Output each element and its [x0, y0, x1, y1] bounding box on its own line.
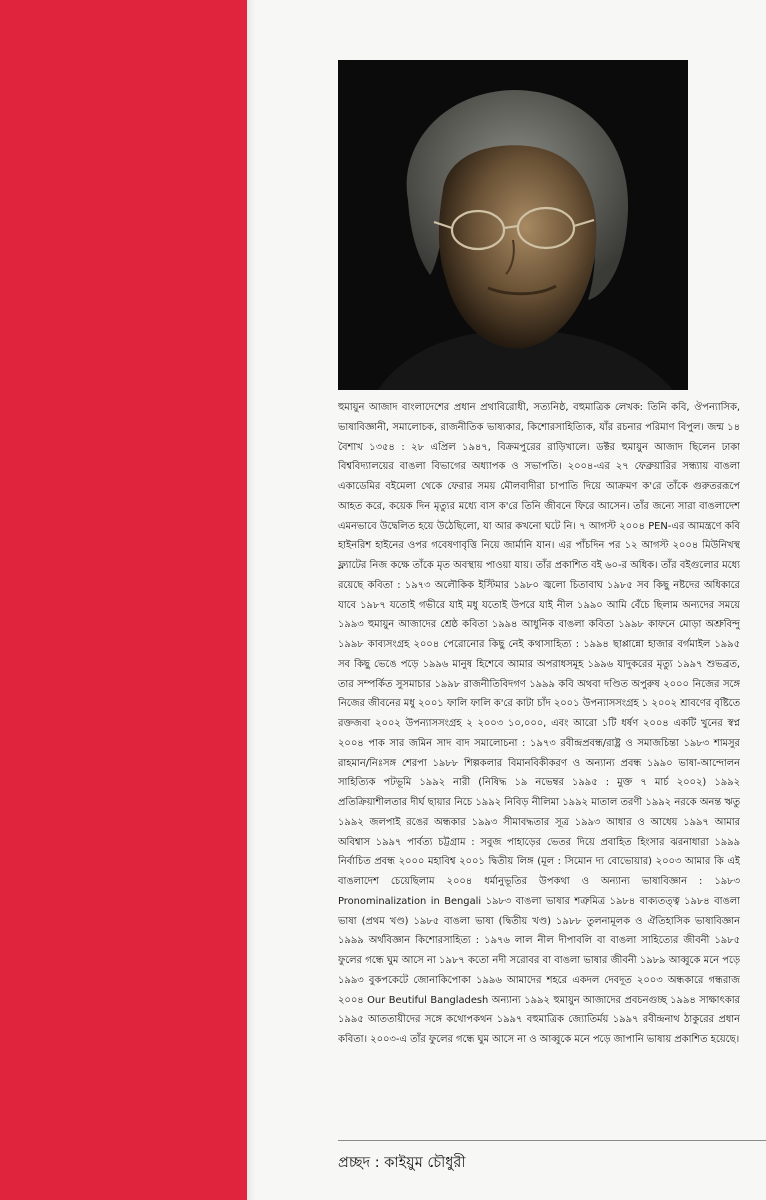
- author-biography: হুমায়ুন আজাদ বাংলাদেশের প্রধান প্রথাবিরোধী, সত্যনিষ্ঠ, বহুমাত্রিক লেখক: তিনি কবি, ঔপন্যাসিক, ভাষাবিজ্ঞানী, সমালোচক, রাজনীতিক ভাষ্যকার, কিশোরসাহিত্যিক, যাঁর রচনার পরিমাণ বিপুল। জন্ম ১৪ বৈশাখ ১৩৫৪ : ২৮ এপ্রিল ১৯৪৭, বিক্রমপুরের রাড়িখালে। ডক্টর হুমায়ুন আজাদ ছিলেন ঢাকা বিশ্ববিদ্যালয়ের বাঙলা বিভাগের অধ্যাপক ও সভাপতি। ২০০৪-এর ২৭ ফেব্রুয়ারির সন্ধ্যায় বাঙলা একাডেমির বইমেলা থেকে ফেরার সময় মৌলবাদীরা চাপাতি দিয়ে আক্রমণ ক'রে তাঁকে গুরুতররূপে আহত করে, কয়েক দিন মৃত্যুর মধ্যে বাস ক'রে তিনি জীবনে ফিরে আসেন। তাঁর জন্যে সারা বাঙলাদেশ এমনভাবে উদ্বেলিত হয়ে উঠেছিলো, যা আর কখনো ঘটে নি। ৭ আগস্ট ২০০৪ PEN-এর আমন্ত্রণে কবি হাইনরিশ হাইনের ওপর গবেষণাবৃত্তি নিয়ে জার্মানি যান। এর পাঁচদিন পর ১২ আগস্ট ২০০৪ মিউনিখস্থ ফ্ল্যাটের নিজ কক্ষে তাঁকে মৃত অবস্থায় পাওয়া যায়। তাঁর প্রকাশিত বই ৬০-র অধিক। তাঁর বইগুলোর মধ্যে রয়েছে কবিতা : ১৯৭৩ অলৌকিক ইস্টিমার ১৯৮০ জ্বলো চিতাবাঘ ১৯৮৫ সব কিছু নষ্টদের অধিকারে যাবে ১৯৮৭ যতোই গভীরে যাই মধু যতোই উপরে যাই নীল ১৯৯০ আমি বেঁচে ছিলাম অন্যদের সময়ে ১৯৯৩ হুমায়ুন আজাদের শ্রেষ্ঠ কবিতা ১৯৯৪ আধুনিক বাঙলা কবিতা ১৯৯৮ কাফনে মোড়া অশ্রুবিন্দু ১৯৯৮ কাব্যসংগ্রহ ২০০৪ পেরোনোর কিছু নেই কথাসাহিত্য : ১৯৯৪ ছাপ্পান্নো হাজার বর্গমাইল ১৯৯৫ সব কিছু ভেঙে পড়ে ১৯৯৬ মানুষ হিশেবে আমার অপরাধসমূহ ১৯৯৬ যাদুকরের মৃত্যু ১৯৯৭ শুভব্রত, তার সম্পর্কিত সুসমাচার ১৯৯৮ রাজনীতিবিদগণ ১৯৯৯ কবি অথবা দণ্ডিত অপুরুষ ২০০০ নিজের সঙ্গে নিজের জীবনের মধু ২০০১ ফালি ফালি ক'রে কাটা চাঁদ ২০০১ উপন্যাসসংগ্রহ ১ ২০০২ শ্রাবণের বৃষ্টিতে রক্তজবা ২০০২ উপন্যাসসংগ্রহ ২ ২০০৩ ১০,০০০, এবং আরো ১টি ধর্ষণ ২০০৪ একটি খুনের স্বপ্ন ২০০৪ পাক সার জমিন সাদ বাদ সমালোচনা : ১৯৭৩ রবীন্দ্রপ্রবন্ধ/রাষ্ট্র ও সমাজচিন্তা ১৯৮৩ শামসুর রাহমান/নিঃসঙ্গ শেরপা ১৯৮৮ শিল্পকলার বিমানবিকীকরণ ও অন্যান্য প্রবন্ধ ১৯৯০ ভাষা-আন্দোলন সাহিত্যিক পটভূমি ১৯৯২ নারী (নিষিদ্ধ ১৯ নভেম্বর ১৯৯৫ : মুক্ত ৭ মার্চ ২০০২) ১৯৯২ প্রতিক্রিয়াশীলতার দীর্ঘ ছায়ার নিচে ১৯৯২ নিবিড় নীলিমা ১৯৯২ মাতাল তরণী ১৯৯২ নরকে অনন্ত ঋতু ১৯৯২ জলপাই রঙের অন্ধকার ১৯৯৩ সীমাবদ্ধতার সূত্র ১৯৯৩ আধার ও আধেয় ১৯৯৭ আমার অবিশ্বাস ১৯৯৭ পার্বত্য চট্টগ্রাম : সবুজ পাহাড়ের ভেতর দিয়ে প্রবাহিত হিংসার ঝরনাধারা ১৯৯৯ নির্বাচিত প্রবন্ধ ২০০০ মহাবিশ্ব ২০০১ দ্বিতীয় লিঙ্গ (মূল : সিমোন দ্য বোভোয়ার) ২০০৩ আমার কি এই বাঙলাদেশ চেয়েছিলাম ২০০৪ ধর্মানুভূতির উপকথা ও অন্যান্য ভাষাবিজ্ঞান : ১৯৮৩ Pronominalization in Bengali ১৯৮৩ বাঙলা ভাষার শত্রুমিত্র ১৯৮৪ বাক্যতত্ত্ব ১৯৮৪ বাঙলা ভাষা (প্রথম খণ্ড) ১৯৮৫ বাঙলা ভাষা (দ্বিতীয় খণ্ড) ১৯৮৮ তুলনামূলক ও ঐতিহাসিক ভাষাবিজ্ঞান ১৯৯৯ অর্থবিজ্ঞান কিশোরসাহিত্য : ১৯৭৬ লাল নীল দীপাবলি বা বাঙলা সাহিত্যের জীবনী ১৯৮৫ ফুলের গন্ধে ঘুম আসে না ১৯৮৭ কতো নদী সরোবর বা বাঙলা ভাষার জীবনী ১৯৮৯ আব্বুকে মনে পড়ে ১৯৯৩ বুকপকেটে জোনাকিপোকা ১৯৯৬ আমাদের শহরে একদল দেবদূত ২০০৩ অন্ধকারে গন্ধরাজ ২০০৪ Our Beutiful Bangladesh অন্যান্য ১৯৯২ হুমায়ুন আজাদের প্রবচনগুচ্ছ ১৯৯৪ সাক্ষাৎকার ১৯৯৫ আততায়ীদের সঙ্গে কথোপকথন ১৯৯৭ বহুমাত্রিক জ্যোতির্ময় ১৯৯৭ রবীন্দ্রনাথ ঠাকুরের প্রধান কবিতা। ২০০৩-এ তাঁর ফুলের গন্ধে ঘুম আসে না ও আব্বুকে মনে পড়ে জাপানি ভাষায় প্রকাশিত হয়েছে।: [338, 402, 740, 1045]
- divider-line: [338, 1140, 766, 1141]
- author-portrait-icon: [338, 60, 688, 390]
- author-photo: [338, 60, 688, 390]
- page-fold-shadow: [247, 0, 255, 1200]
- red-spine-band: [0, 0, 247, 1200]
- cover-design-credit: প্রচ্ছদ : কাইয়ুম চৌধুরী: [338, 1155, 466, 1171]
